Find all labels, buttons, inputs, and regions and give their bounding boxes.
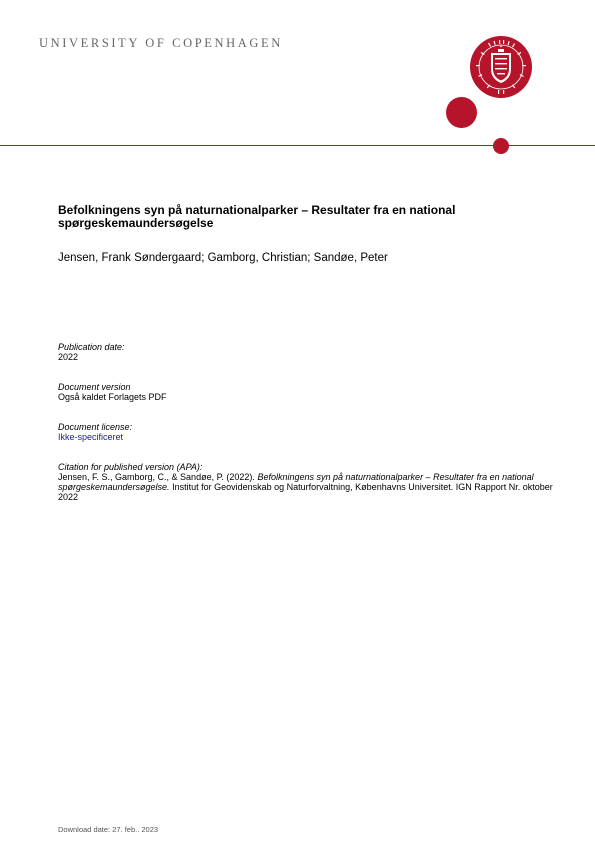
document-version-value: Også kaldet Forlagets PDF [58,392,167,402]
university-seal-icon [469,35,533,99]
document-version-block [58,382,167,402]
document-license-block [58,422,132,442]
document-version-label: Document version [58,382,131,392]
publication-date-value: 2022 [58,352,79,362]
citation-title: Befolkningens syn på naturnationalparker – Resultater fra en national spørgeskemaundersøgelse. [58,472,534,492]
citation-publisher: Institut for Geovidenskab og Naturforvaltning, Københavns Universitet. IGN Rapport Nr. oktober 2022 [58,482,553,502]
citation-label: Citation for published version (APA): [58,462,203,472]
citation-authors: Jensen, F. S., Gamborg, C., & Sandøe, P. (2022). [58,472,255,482]
document-license-label: Document license: [58,422,133,432]
publication-date-label: Publication date: [58,342,125,352]
citation-text [58,472,558,502]
download-date: Download date: 27. feb.. 2023 [58,825,159,834]
decorative-small-dot [493,138,509,154]
document-authors: Jensen, Frank Søndergaard; Gamborg, Christian; Sandøe, Peter [58,252,388,264]
document-license-link[interactable]: Ikke-specificeret [58,432,124,442]
citation-block [58,462,558,502]
decorative-large-dot [446,97,477,128]
university-name: UNIVERSITY OF COPENHAGEN [39,36,283,50]
document-title: Befolkningens syn på naturnationalparker – Resultater fra en national spørgeskemaundersøgelse [58,203,456,230]
publication-date-block [58,342,125,362]
